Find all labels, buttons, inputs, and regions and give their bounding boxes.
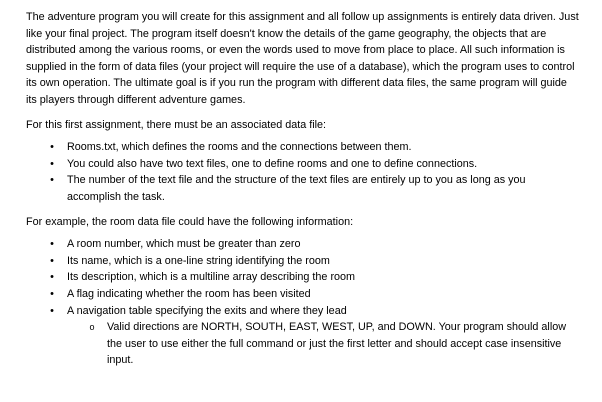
bullet-icon: •: [50, 157, 54, 170]
sub-list-item: o Valid directions are NORTH, SOUTH, EAST, WEST, UP, and DOWN. Your program should allow the user to use either the full command or just the first letter and should accept case insensitive input.: [67, 319, 580, 369]
list-item: • A room number, which must be greater than zero: [26, 236, 580, 253]
room-info-bullet-list: [26, 236, 580, 369]
list-item: • A flag indicating whether the room has been visited: [26, 286, 580, 303]
first-assignment-heading: For this first assignment, there must be an associated data file:: [26, 118, 327, 131]
bullet-icon: •: [50, 254, 54, 267]
navigation-sub-list: [67, 319, 580, 369]
list-item: • Its name, which is a one-line string identifying the room: [26, 253, 580, 270]
bullet-icon: •: [50, 238, 54, 251]
sub-bullet-icon: o: [89, 322, 95, 333]
bullet-icon: •: [50, 174, 54, 187]
bullet-icon: •: [50, 271, 54, 284]
example-heading: For example, the room data file could have the following information:: [26, 215, 354, 228]
list-item: • Rooms.txt, which defines the rooms and the connections between them.: [26, 139, 580, 156]
list-item: • You could also have two text files, one to define rooms and one to define connections.: [26, 156, 580, 173]
bullet-icon: •: [50, 141, 54, 154]
list-item: • A navigation table specifying the exits and where they lead o Valid directions are NORTH, SOUTH, EAST, WEST, UP, and DOWN. Your program should allow the user to use either the full command or just the first letter and should accept case insensitive input.: [26, 303, 580, 369]
list-item: • Its description, which is a multiline array describing the room: [26, 269, 580, 286]
data-file-bullet-list: [26, 139, 580, 205]
bullet-icon: •: [50, 287, 54, 300]
list-item: • The number of the text file and the structure of the text files are entirely up to you as long as you accomplish the task.: [26, 172, 580, 205]
bullet-icon: •: [50, 304, 54, 317]
intro-paragraph: The adventure program you will create for this assignment and all follow up assignments is entirely data driven. Just like your final project. The program itself doesn't know the details of the game geography, the objects that are distributed among the various rooms, or even the words used to move from place to place. All such information is supplied in the form of data files (your project will require the use of a database), which the program uses to control its own operation. The ultimate goal is if you run the program with different data files, the same program will guide its players through different adventure games.: [26, 11, 579, 106]
